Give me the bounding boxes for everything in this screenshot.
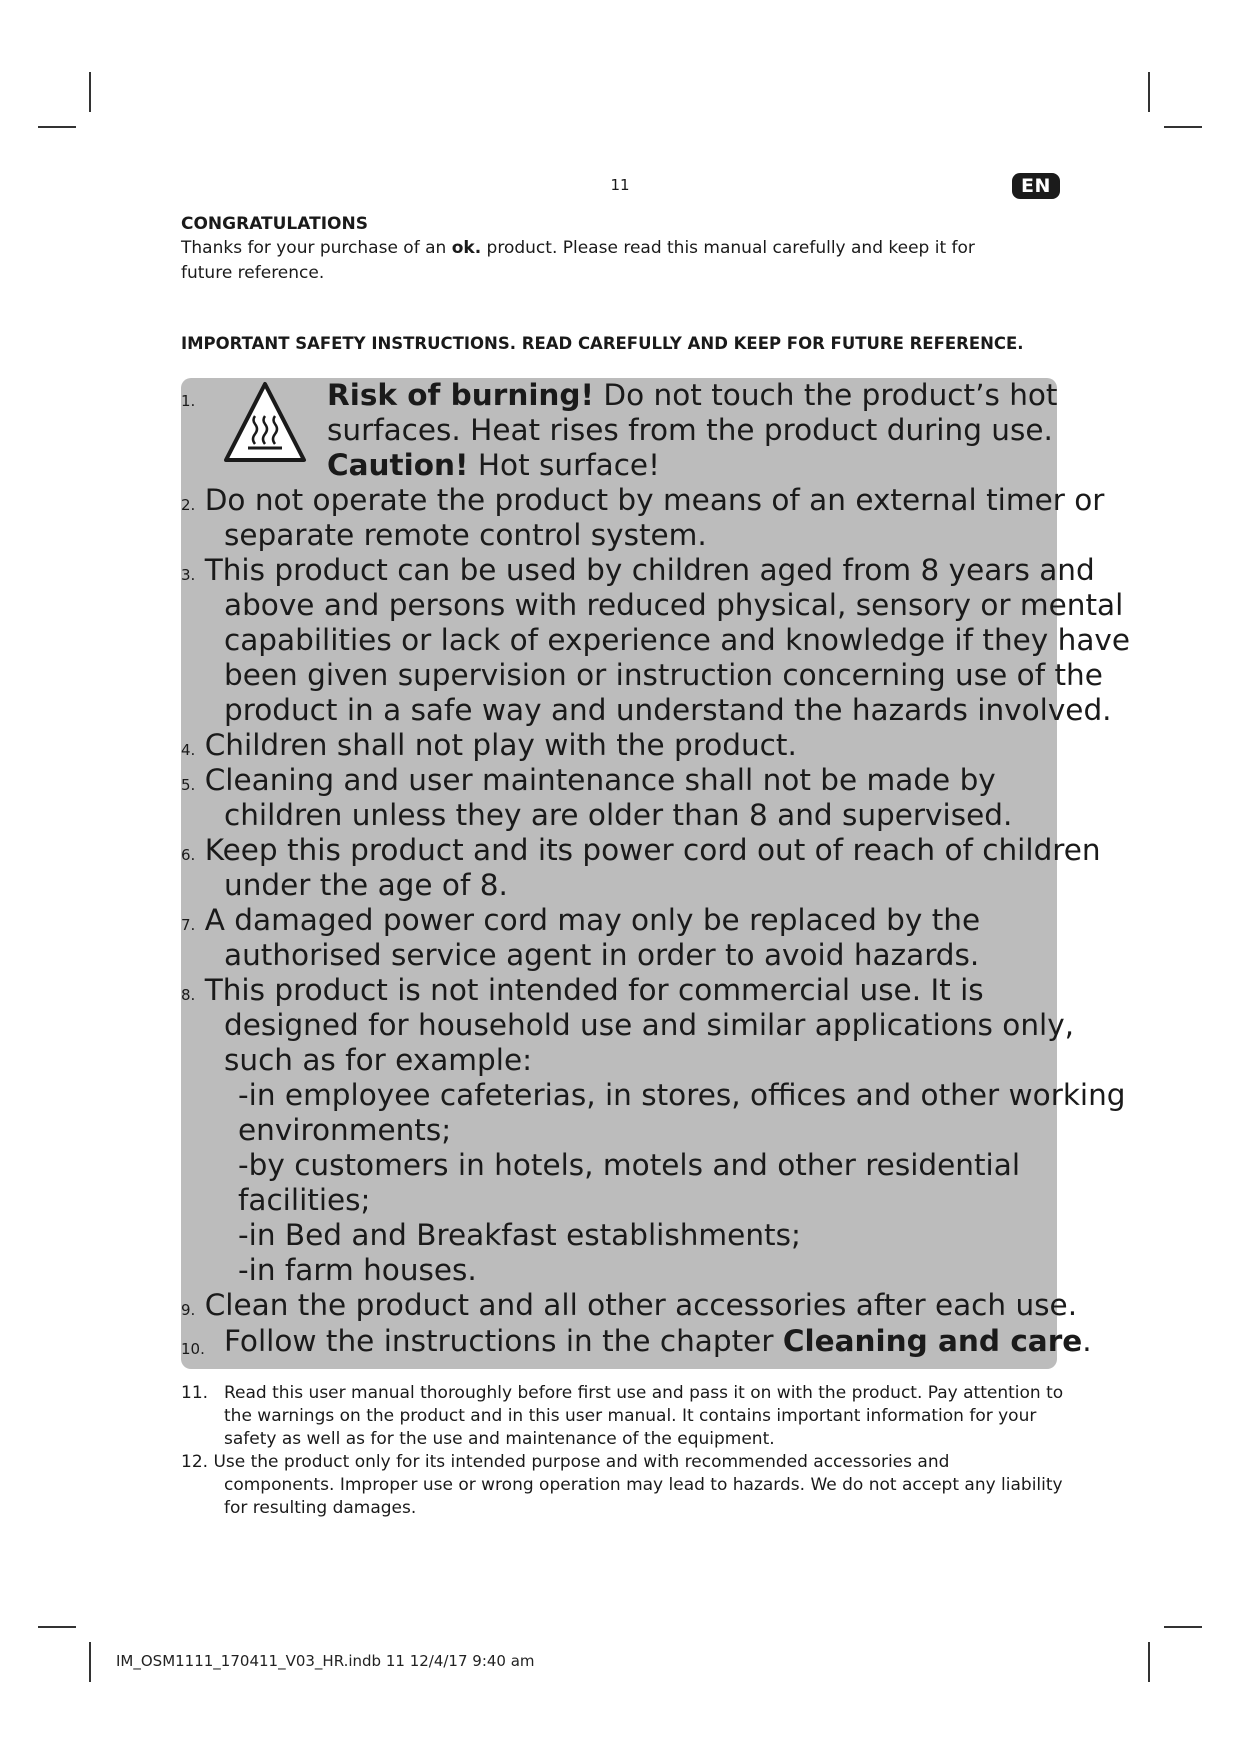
crop-mark-bottom-left-horizontal [38,1626,76,1628]
item-10-text: Follow the instructions in the chapter [224,1324,783,1358]
item-11-line-2: the warnings on the product and in this user manual. It contains important information for your [224,1406,1037,1426]
item-6-text: Keep this product and its power cord out of reach of children [204,833,1101,867]
intro-text-before: Thanks for your purchase of an [181,238,452,258]
crop-mark-top-left-horizontal [38,126,76,128]
item-5-text: Cleaning and user maintenance shall not be made by [204,763,996,797]
item-3-text: This product can be used by children aged from 8 years and [204,553,1095,587]
item-12-line-1 [181,1451,949,1474]
item-8-sub-3: -in Bed and Breakfast establishments; [238,1218,801,1252]
language-badge: EN [1012,173,1060,199]
item-2-line-2: separate remote control system. [224,518,707,552]
item-8-line-1 [181,973,984,1013]
item-8-sub-2a: -by customers in hotels, motels and other residential [238,1148,1021,1182]
item-1-line-2: surfaces. Heat rises from the product during use. [327,413,1053,447]
crop-mark-bottom-right-horizontal [1164,1626,1202,1628]
item-3-line-3: capabilities or lack of experience and knowledge if they have [224,623,1131,657]
page-number: 11 [610,176,630,194]
item-1-text-1: Do not touch the product’s hot [594,378,1058,412]
item-9-number: 9. [181,1301,196,1319]
item-12-line-3: for resulting damages. [224,1498,417,1518]
item-8-text: This product is not intended for commercial use. It is [204,973,984,1007]
crop-mark-bottom-left-vertical [89,1642,91,1682]
item-4-number: 4. [181,741,196,759]
hot-surface-warning-icon [222,380,308,466]
print-imprint: IM_OSM1111_170411_V03_HR.indb 11 12/4/17 9:40 am [116,1652,535,1670]
item-3-line-5: product in a safe way and understand the hazards involved. [224,693,1112,727]
crop-mark-top-right-vertical [1148,72,1150,112]
item-1-text-3: Hot surface! [468,448,660,482]
item-7-line-1 [181,903,980,943]
item-5-line-1 [181,763,996,803]
item-3-line-1 [181,553,1095,593]
crop-mark-bottom-right-vertical [1148,1642,1150,1682]
cleaning-and-care-chapter: Cleaning and care [782,1324,1083,1358]
item-6-line-2: under the age of 8. [224,868,508,902]
item-5-line-2: children unless they are older than 8 and supervised. [224,798,1013,832]
item-7-text: A damaged power cord may only be replaced by the [204,903,981,937]
item-1-number: 1. [181,392,196,410]
item-8-number: 8. [181,986,196,1004]
item-8-sub-1b: environments; [238,1113,452,1147]
item-9-line-1 [181,1288,1077,1328]
item-1-line-1 [327,378,1058,413]
item-10-number: 10. [181,1340,205,1358]
caution-label: Caution! [327,448,469,482]
item-8-sub-4: -in farm houses. [238,1253,477,1287]
item-8-sub-2b: facilities; [238,1183,371,1217]
item-12-text: Use the product only for its intended purpose and with recommended accessories and [213,1452,950,1472]
intro-text-after: product. Please read this manual carefully and keep it for future reference. [181,238,975,283]
item-10-line-1 [224,1324,1092,1359]
item-11-line-1: Read this user manual thoroughly before first use and pass it on with the product. Pay attention to [224,1383,1064,1403]
item-3-line-4: been given supervision or instruction concerning use of the [224,658,1103,692]
item-4-line-1 [181,728,797,768]
item-8-line-2: designed for household use and similar applications only, [224,1008,1075,1042]
item-5-number: 5. [181,776,196,794]
risk-of-burning-label: Risk of burning! [327,378,594,412]
item-4-text: Children shall not play with the product. [204,728,797,762]
item-2-text: Do not operate the product by means of an external timer or [204,483,1105,517]
item-8-sub-1a: -in employee cafeterias, in stores, offices and other working [238,1078,1126,1112]
item-10-end: . [1082,1324,1092,1358]
item-6-number: 6. [181,846,196,864]
item-11-number: 11. [181,1383,209,1403]
crop-mark-top-left-vertical [89,72,91,112]
item-3-number: 3. [181,566,196,584]
item-9-text: Clean the product and all other accessories after each use. [204,1288,1078,1322]
item-1-line-3 [327,448,660,483]
item-12-number: 12. [181,1452,209,1472]
item-8-line-3: such as for example: [224,1043,533,1077]
item-2-line-1 [181,483,1104,523]
congratulations-title: CONGRATULATIONS [181,214,368,234]
item-6-line-1 [181,833,1101,873]
item-2-number: 2. [181,496,196,514]
item-11-line-3: safety as well as for the use and maintenance of the equipment. [224,1429,775,1449]
brand-name: ok. [451,238,482,258]
item-7-number: 7. [181,916,196,934]
intro-paragraph [181,236,1031,286]
safety-instructions-heading: IMPORTANT SAFETY INSTRUCTIONS. READ CAREFULLY AND KEEP FOR FUTURE REFERENCE. [181,334,1024,353]
item-7-line-2: authorised service agent in order to avoid hazards. [224,938,980,972]
item-12-line-2: components. Improper use or wrong operation may lead to hazards. We do not accept any liability [224,1475,1063,1495]
item-3-line-2: above and persons with reduced physical, sensory or mental [224,588,1124,622]
crop-mark-top-right-horizontal [1164,126,1202,128]
